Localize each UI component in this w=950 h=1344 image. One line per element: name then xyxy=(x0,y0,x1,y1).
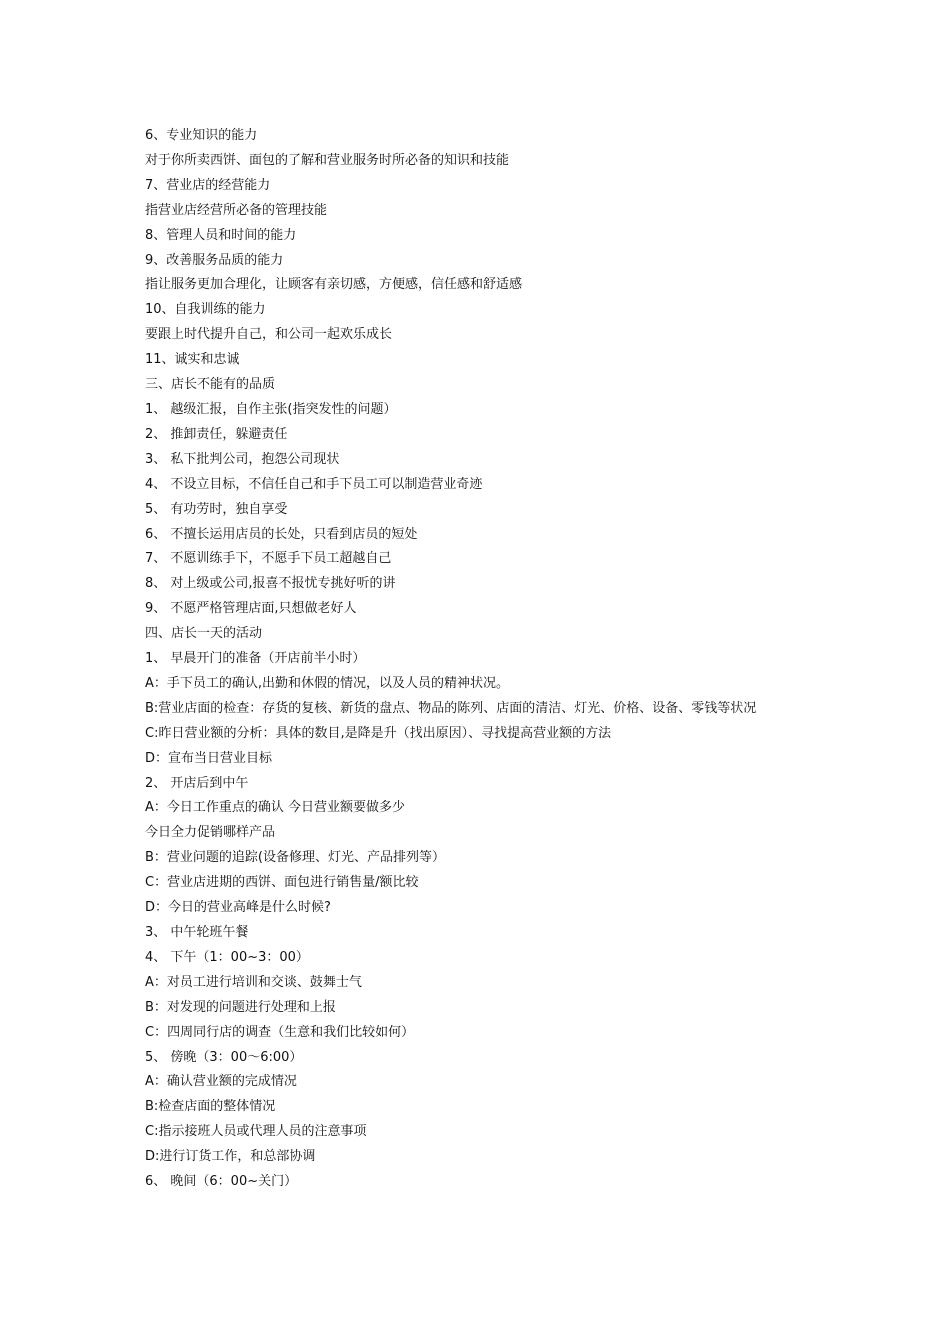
text-line: C:昨日营业额的分析：具体的数目,是降是升（找出原因）、寻找提高营业额的方法 xyxy=(145,725,612,741)
text-line: 11、诚实和忠诚 xyxy=(145,352,240,368)
text-line: 10、自我训练的能力 xyxy=(145,302,266,318)
text-line: D:进行订货工作，和总部协调 xyxy=(145,1149,316,1165)
text-line: 6、 不擅长运用店员的长处，只看到店员的短处 xyxy=(145,526,418,542)
text-line: B：营业问题的追踪(设备修理、灯光、产品排列等） xyxy=(145,850,445,866)
text-line: 3、 中午轮班午餐 xyxy=(145,925,249,940)
text-line: 4、 下午（1：00~3：00） xyxy=(145,949,309,965)
text-line: A：对员工进行培训和交谈、鼓舞士气 xyxy=(145,974,362,990)
text-line: 对于你所卖西饼、面包的了解和营业服务时所必备的知识和技能 xyxy=(145,152,510,168)
section-heading: 三、店长不能有的品质 xyxy=(145,377,276,393)
text-line: 3、 私下批判公司，抱怨公司现状 xyxy=(145,451,340,467)
text-line: A：手下员工的确认,出勤和休假的情况，以及人员的精神状况。 xyxy=(145,675,510,691)
text-line: 8、管理人员和时间的能力 xyxy=(145,227,297,243)
text-line: 4、 不设立目标，不信任自己和手下员工可以制造营业奇迹 xyxy=(145,476,483,492)
text-line: C：营业店进期的西饼、面包进行销售量/额比较 xyxy=(145,875,419,891)
text-line: 1、 早晨开门的准备（开店前半小时） xyxy=(145,651,366,667)
text-line: B:检查店面的整体情况 xyxy=(145,1099,276,1115)
text-line: D：今日的营业高峰是什么时候? xyxy=(145,900,331,916)
text-line: 2、 推卸责任，躲避责任 xyxy=(145,426,288,442)
text-line: C：四周同行店的调查（生意和我们比较如何） xyxy=(145,1024,415,1040)
text-line: 2、 开店后到中午 xyxy=(145,775,249,791)
text-line: 今日全力促销哪样产品 xyxy=(145,825,276,841)
text-line: B：对发现的问题进行处理和上报 xyxy=(145,999,336,1015)
text-line: 指营业店经营所必备的管理技能 xyxy=(145,202,328,218)
document-body xyxy=(145,124,825,1195)
text-line: 5、 傍晚（3：00～6:00） xyxy=(145,1049,303,1065)
text-line: 1、 越级汇报，自作主张(指突发性的问题） xyxy=(145,401,397,417)
section-heading: 四、店长一天的活动 xyxy=(145,626,263,642)
text-line: 8、 对上级或公司,报喜不报忧专挑好听的讲 xyxy=(145,576,396,592)
text-line: 6、 晚间（6：00~关门） xyxy=(145,1174,298,1190)
text-line: C:指示接班人员或代理人员的注意事项 xyxy=(145,1124,367,1140)
text-line: A：确认营业额的完成情况 xyxy=(145,1074,297,1090)
text-line: 5、 有功劳时，独自享受 xyxy=(145,501,288,517)
text-line: 指让服务更加合理化，让顾客有亲切感，方便感，信任感和舒适感 xyxy=(145,277,523,293)
text-line: D：宣布当日营业目标 xyxy=(145,750,273,766)
text-line: A：今日工作重点的确认 今日营业额要做多少 xyxy=(145,800,406,816)
text-line: 9、 不愿严格管理店面,只想做老好人 xyxy=(145,601,357,617)
text-line: 要跟上时代提升自己，和公司一起欢乐成长 xyxy=(145,327,393,343)
text-line: 7、 不愿训练手下，不愿手下员工超越自己 xyxy=(145,551,392,567)
text-line: 9、改善服务品质的能力 xyxy=(145,252,284,268)
text-line: 7、营业店的经营能力 xyxy=(145,177,271,193)
text-line: 6、专业知识的能力 xyxy=(145,128,258,143)
text-paragraph: B:营业店面的检查：存货的复核、新货的盘点、物品的陈列、店面的清洁、灯光、价格、设备、零钱等状况 xyxy=(145,700,757,716)
